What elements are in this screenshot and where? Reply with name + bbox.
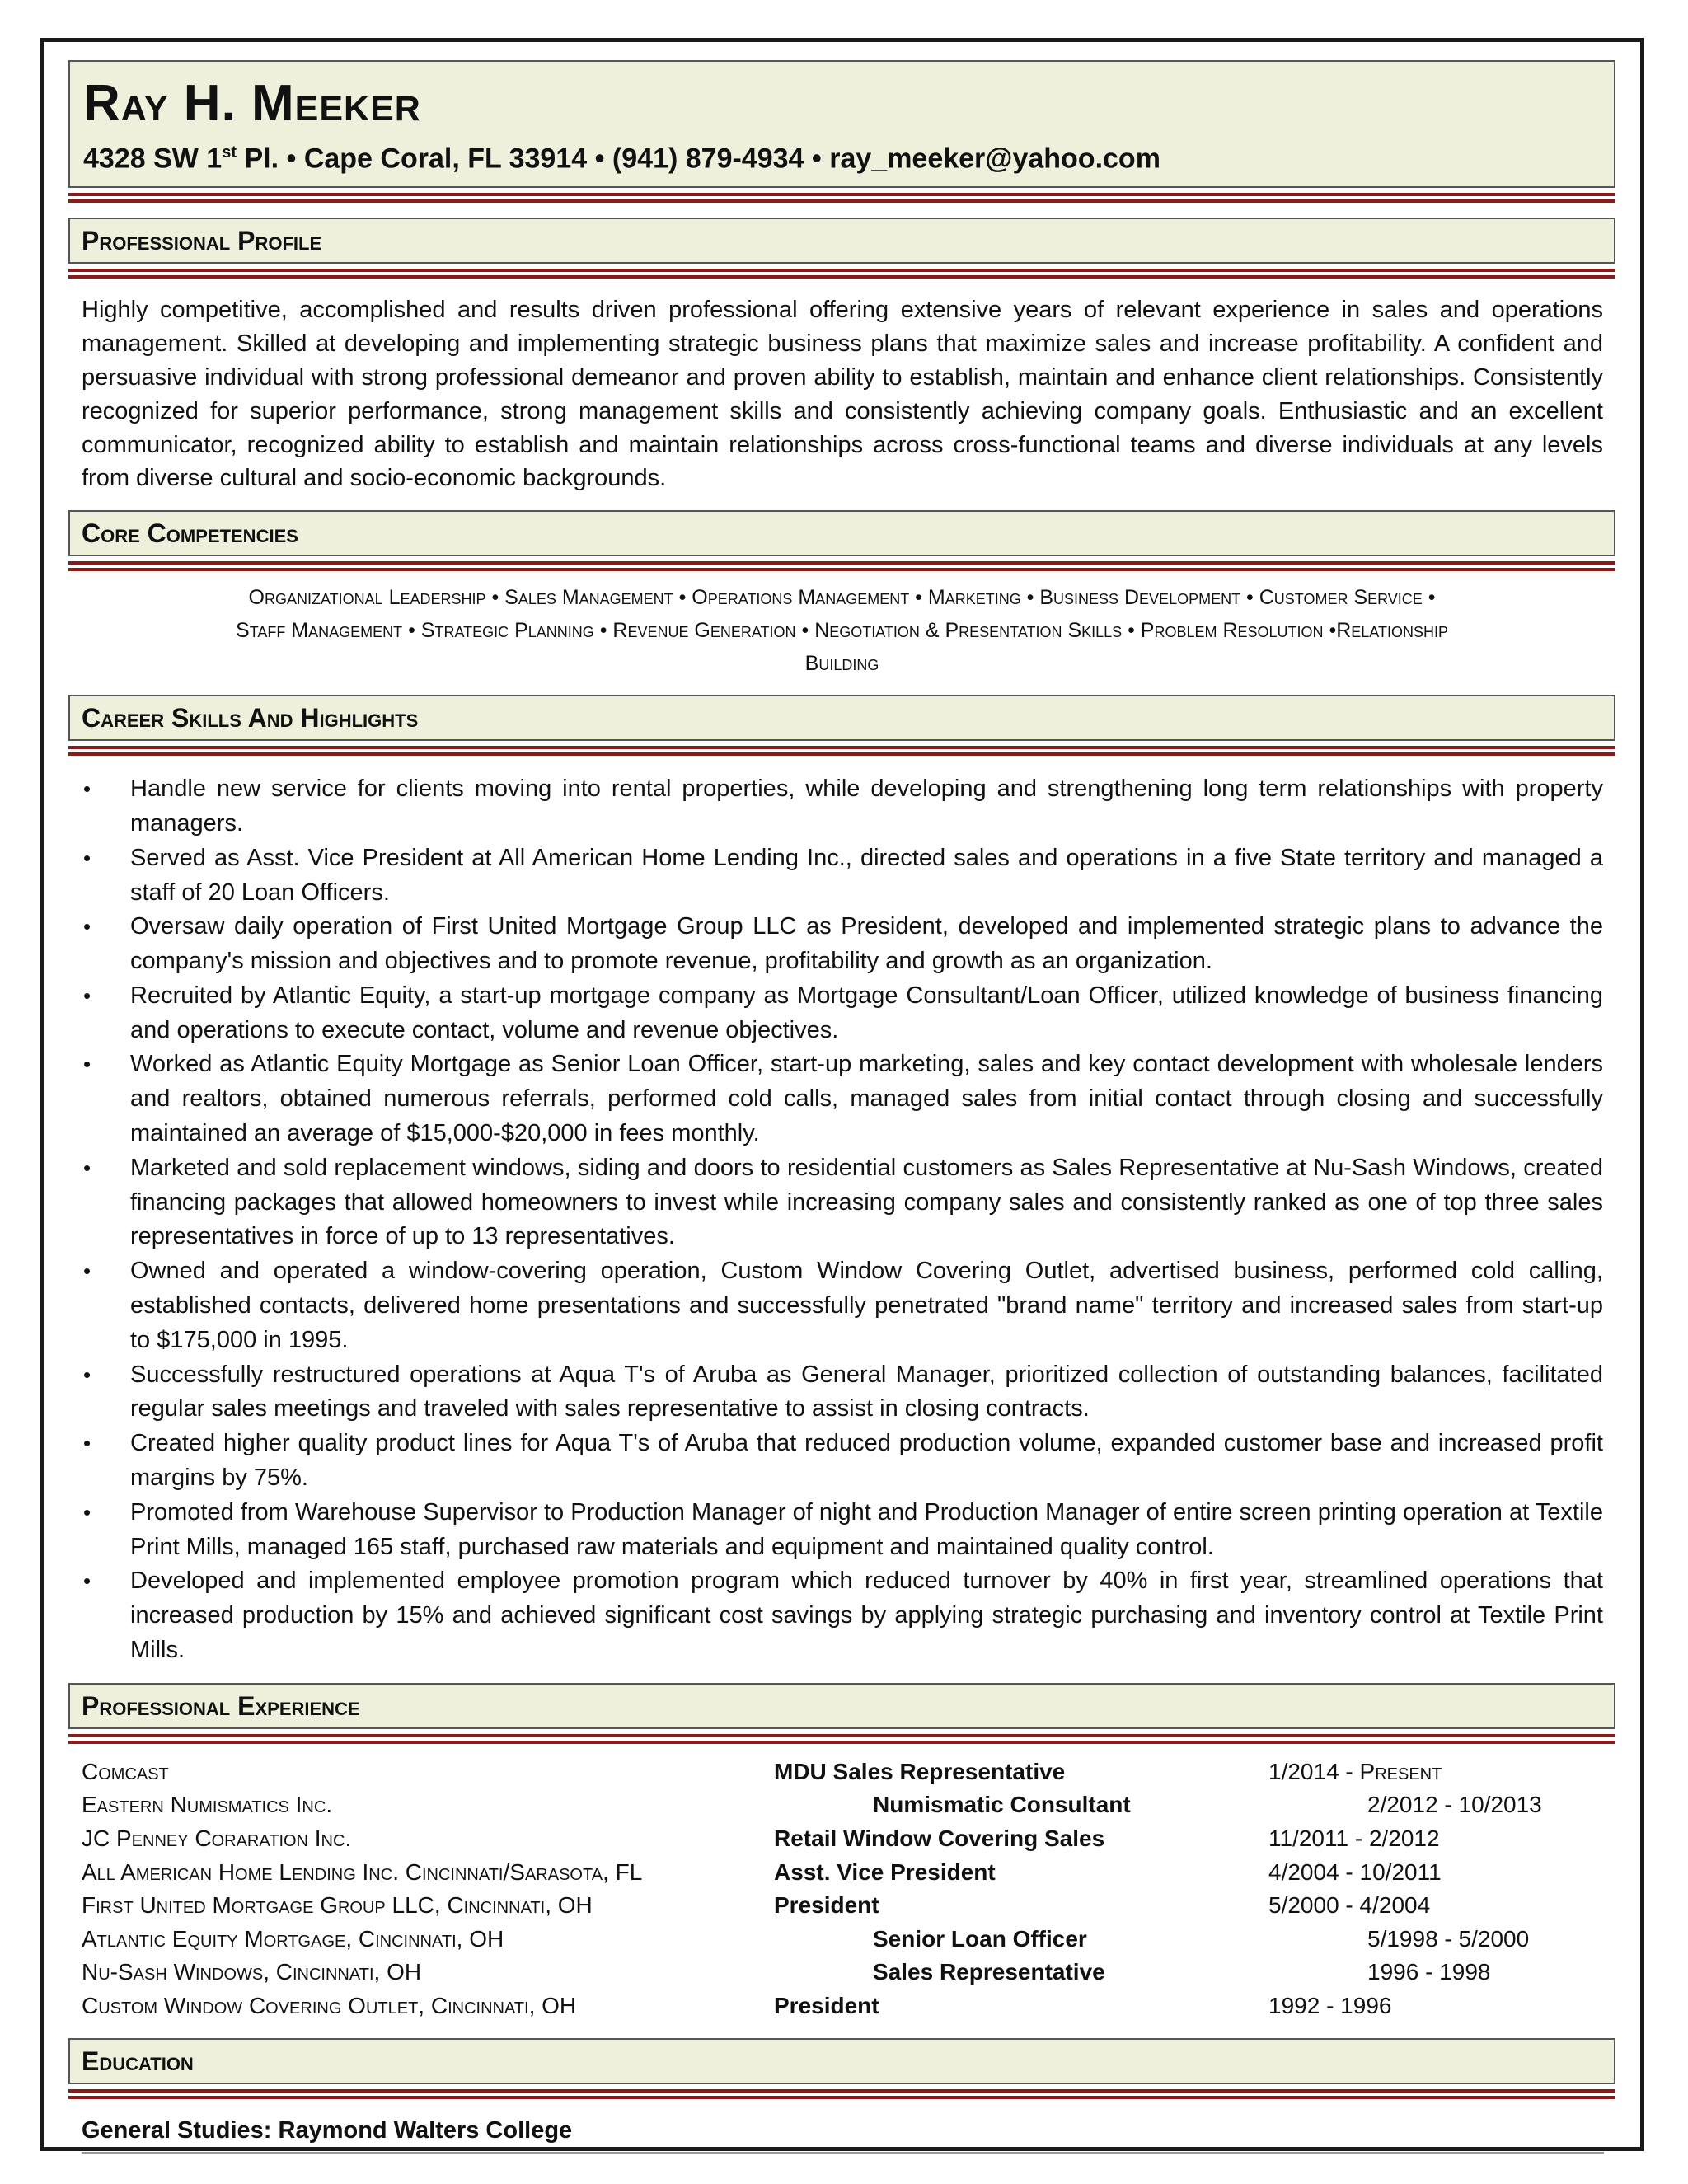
- table-row: [82, 1889, 1615, 1923]
- date-range: 1996 - 1998: [1367, 1959, 1491, 1985]
- section-title-profile: Professional Profile: [68, 218, 1615, 264]
- company: Comcast: [82, 1758, 169, 1784]
- company: Eastern Numismatics Inc.: [82, 1792, 333, 1818]
- bullet-icon: •: [83, 1361, 91, 1387]
- header-rule: [68, 193, 1615, 203]
- address-superscript: st: [222, 143, 237, 162]
- education-entry: General Studies: Raymond Walters College: [82, 2116, 573, 2144]
- section-title-skills: Career Skills And Highlights: [68, 695, 1615, 741]
- date-range: 2/2012 - 10/2013: [1367, 1792, 1542, 1818]
- bullet-icon: •: [83, 1431, 91, 1456]
- date-range: 1/2014 - Present: [1268, 1758, 1442, 1784]
- section-rule: [68, 1734, 1615, 1744]
- section-title-experience: Professional Experience: [68, 1683, 1615, 1729]
- date-range: 11/2011 - 2/2012: [1268, 1825, 1440, 1852]
- competencies-list: [68, 571, 1615, 680]
- address-rest: Pl. • Cape Coral, FL 33914 • (941) 879-4934 • ray_meeker@yahoo.com: [237, 143, 1160, 175]
- list-item: • Owned and operated a window-covering operation, Custom Window Covering Outlet, advertised business, performed cold calling, established contacts, delivered home presentations and successfully penetrated "brand name" territory and increased sales from start-up to $175,000 in 1995.: [82, 1254, 1603, 1357]
- table-row: [82, 1755, 1615, 1789]
- bullet-icon: •: [83, 845, 91, 870]
- company: Nu-Sash Windows, Cincinnati, OH: [82, 1959, 422, 1985]
- date-range: 4/2004 - 10/2011: [1268, 1858, 1442, 1885]
- bullet-icon: •: [83, 914, 91, 940]
- bullet-icon: •: [83, 1499, 91, 1525]
- job-title: MDU Sales Representative: [774, 1758, 1066, 1784]
- table-row: [82, 1990, 1615, 2023]
- list-item: • Created higher quality product lines for Aqua T's of Aruba that reduced production volume, expanded customer base and increased profit margins by 75%.: [82, 1427, 1603, 1496]
- job-title: Retail Window Covering Sales: [774, 1825, 1105, 1852]
- profile-text: Highly competitive, accomplished and results driven professional offering extensive years of relevant experience in sales and operations management. Skilled at developing and implementing strategic business plans that maximize sales and increase profitability. A confident and persuasive individual with strong professional demeanor and proven ability to establish, maintain and enhance client relationships. Consistently recognized for superior performance, strong management skills and consistently achieving company goals. Enthusiastic and an excellent communicator, recognized ability to establish and maintain relationships across cross-functional teams and diverse individuals at any levels from diverse cultural and socio-economic backgrounds.: [82, 297, 1603, 492]
- competencies-line: Organizational Leadership • Sales Management • Operations Management • Marketing • Business Development • Customer Service •: [248, 586, 1436, 610]
- job-title: President: [774, 1992, 879, 2018]
- table-row: [82, 1856, 1615, 1890]
- bullet-icon: •: [83, 1568, 91, 1594]
- list-item: • Developed and implemented employee promotion program which reduced turnover by 40% in first year, streamlined operations that increased production by 15% and achieved significant cost savings by applying strategic purchasing and inventory control at Textile Print Mills.: [82, 1564, 1603, 1667]
- bottom-divider: [82, 2152, 1604, 2154]
- date-range: 5/1998 - 5/2000: [1367, 1925, 1530, 1952]
- contact-line: [83, 134, 1601, 176]
- company: Custom Window Covering Outlet, Cincinnati, OH: [82, 1992, 577, 2018]
- skills-list: [68, 756, 1615, 1668]
- list-item: • Oversaw daily operation of First United Mortgage Group LLC as President, developed and implemented strategic plans to advance the company's mission and objectives and to promote revenue, profitability and growth as an organization.: [82, 910, 1603, 979]
- competencies-line: Building: [804, 652, 879, 676]
- section-rule: [68, 561, 1615, 571]
- competencies-line: Staff Management • Strategic Planning • Revenue Generation • Negotiation & Presentation Skills • Problem Resolution •Relationship: [236, 619, 1448, 643]
- section-rule: [68, 269, 1615, 279]
- list-item: • Successfully restructured operations at Aqua T's of Aruba as General Manager, prioritized collection of outstanding balances, facilitated regular sales meetings and traveled with sales representative to assist in closing contracts.: [82, 1358, 1603, 1427]
- company: Atlantic Equity Mortgage, Cincinnati, OH: [82, 1925, 504, 1952]
- list-item: • Handle new service for clients moving into rental properties, while developing and strengthening long term relationships with property managers.: [82, 772, 1603, 841]
- table-row: [82, 1788, 1615, 1822]
- job-title: Numismatic Consultant: [873, 1792, 1131, 1818]
- table-row: [82, 1822, 1615, 1856]
- company: First United Mortgage Group LLC, Cincinnati, OH: [82, 1892, 593, 1919]
- list-item: • Promoted from Warehouse Supervisor to Production Manager of night and Production Manager of entire screen printing operation at Textile Print Mills, managed 165 staff, purchased raw materials and equipment and maintained quality control.: [82, 1496, 1603, 1565]
- job-title: Senior Loan Officer: [873, 1925, 1087, 1952]
- address-start: 4328 SW 1: [83, 143, 223, 175]
- date-range: 1992 - 1996: [1268, 1992, 1392, 2018]
- section-rule: [68, 746, 1615, 756]
- bullet-icon: •: [83, 1258, 91, 1284]
- list-item: • Recruited by Atlantic Equity, a start-up mortgage company as Mortgage Consultant/Loan Officer, utilized knowledge of business financing and operations to execute contact, volume and revenue objectives.: [82, 979, 1603, 1048]
- list-item: • Worked as Atlantic Equity Mortgage as Senior Loan Officer, start-up marketing, sales and key contact development with wholesale lenders and realtors, obtained numerous referrals, performed cold calls, managed sales from initial contact through closing and successfully maintained an average of $15,000-$20,000 in fees monthly.: [82, 1047, 1603, 1151]
- job-title: President: [774, 1892, 879, 1919]
- bullet-icon: •: [83, 982, 91, 1008]
- header-box: [68, 60, 1615, 188]
- bullet-icon: •: [83, 1052, 91, 1077]
- company: All American Home Lending Inc. Cincinnati/Sarasota, FL: [82, 1858, 643, 1885]
- table-row: [82, 1923, 1615, 1957]
- date-range: 5/2000 - 4/2004: [1268, 1892, 1431, 1919]
- section-title-education: Education: [68, 2038, 1615, 2084]
- company: JC Penney Coraration Inc.: [82, 1825, 352, 1852]
- page-frame: [40, 38, 1644, 2151]
- job-title: Asst. Vice President: [774, 1858, 996, 1885]
- list-item: • Served as Asst. Vice President at All American Home Lending Inc., directed sales and operations in a five State territory and managed a staff of 20 Loan Officers.: [82, 841, 1603, 911]
- section-rule: [68, 2089, 1615, 2099]
- list-item: • Marketed and sold replacement windows, siding and doors to residential customers as Sales Representative at Nu-Sash Windows, created financing packages that allowed homeowners to invest while increasing company sales and consistently ranked as one of top three sales representatives in force of up to 13 representatives.: [82, 1151, 1603, 1254]
- resume-body: [68, 60, 1615, 2144]
- job-title: Sales Representative: [873, 1959, 1105, 1985]
- section-title-competencies: Core Competencies: [68, 510, 1615, 556]
- experience-table: [68, 1744, 1615, 2023]
- candidate-name: Ray H. Meeker: [83, 75, 421, 132]
- table-row: [82, 1956, 1615, 1990]
- bullet-icon: •: [83, 1155, 91, 1180]
- bullet-icon: •: [83, 776, 91, 802]
